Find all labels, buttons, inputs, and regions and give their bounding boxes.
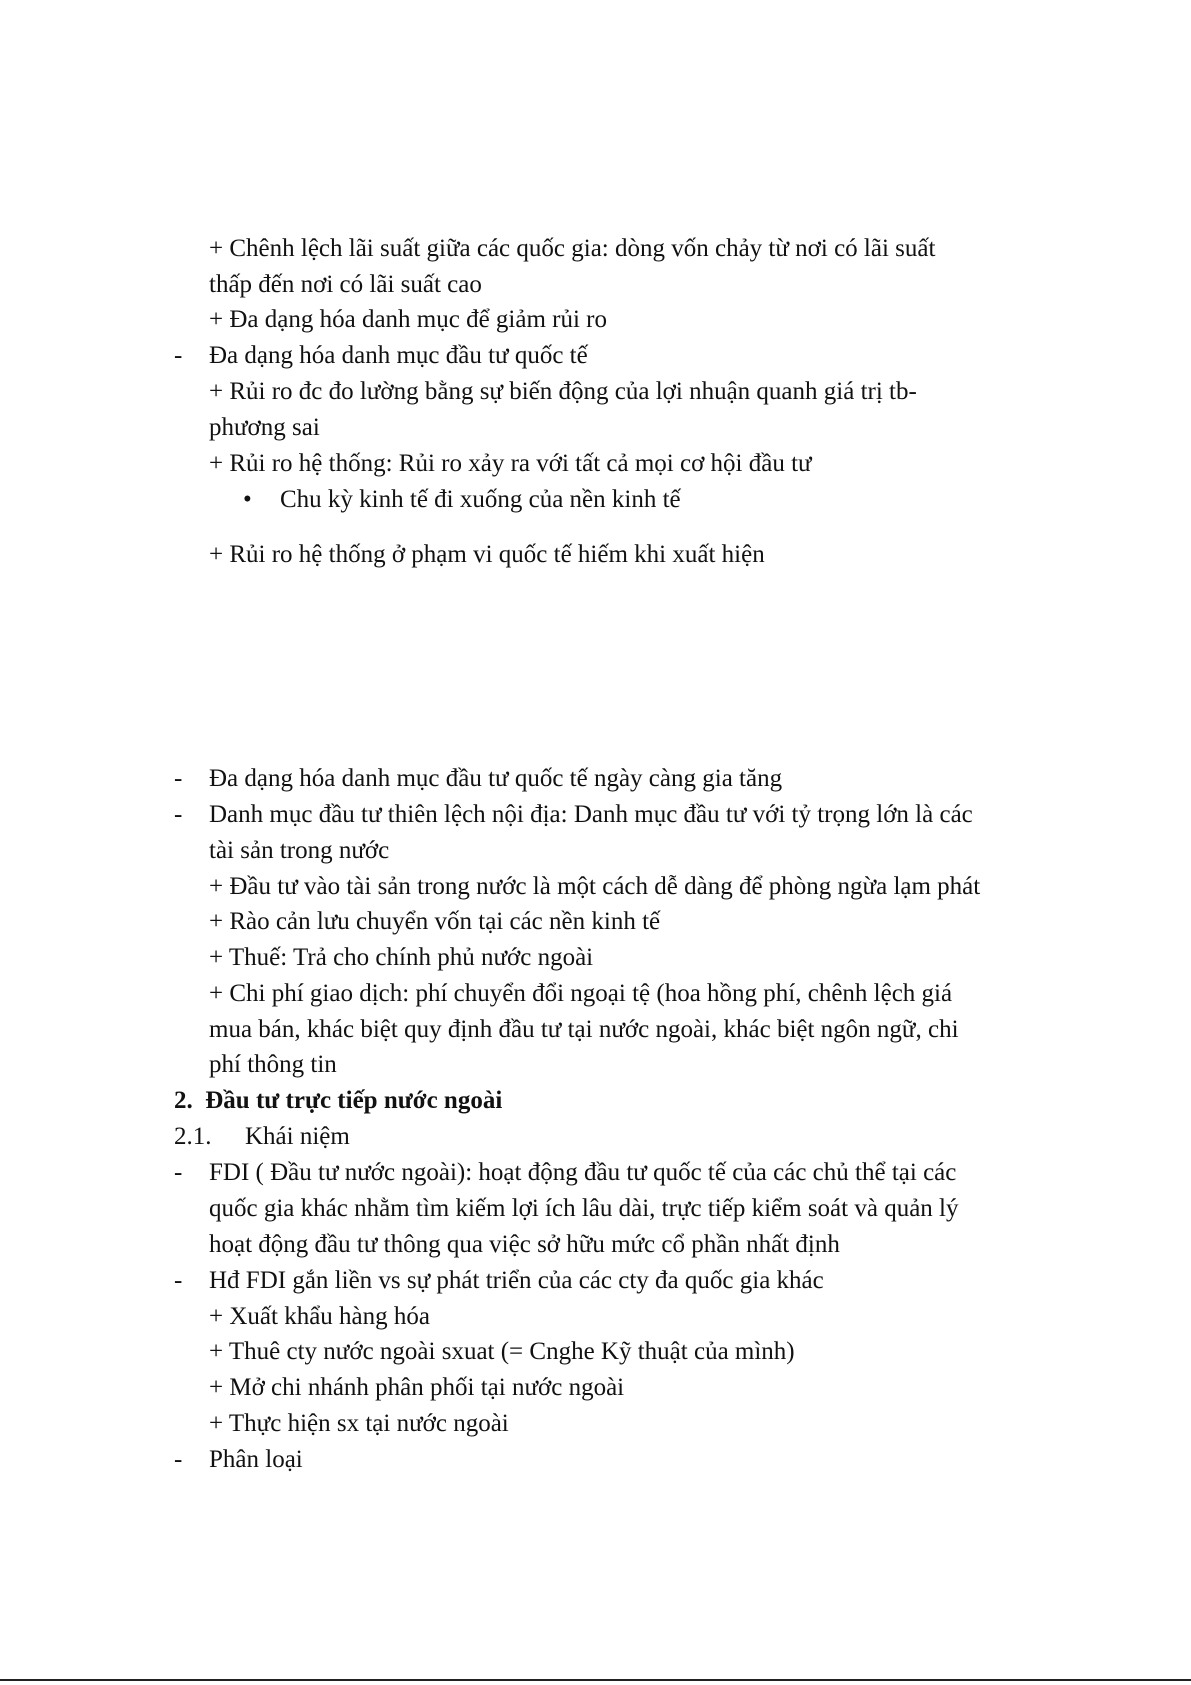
text-line: thấp đến nơi có lãi suất cao (209, 271, 482, 298)
section-heading: 2. Đầu tư trực tiếp nước ngoài (174, 1087, 503, 1114)
dash-marker: - (174, 1446, 183, 1473)
text-line: + Đa dạng hóa danh mục để giảm rủi ro (209, 306, 608, 333)
text-line: + Thực hiện sx tại nước ngoài (209, 1410, 509, 1437)
page-bottom-divider (0, 1679, 1191, 1681)
text-line: phương sai (209, 414, 320, 441)
dash-marker: - (174, 1267, 183, 1294)
text-line: mua bán, khác biệt quy định đầu tư tại nước ngoài, khác biệt ngôn ngữ, chi (209, 1016, 959, 1043)
dash-marker: - (174, 801, 183, 828)
text-line: + Chi phí giao dịch: phí chuyển đổi ngoại tệ (hoa hồng phí, chênh lệch giá (209, 980, 953, 1007)
text-line: + Xuất khẩu hàng hóa (209, 1303, 430, 1330)
text-line: FDI ( Đầu tư nước ngoài): hoạt động đầu tư quốc tế của các chủ thể tại các (209, 1159, 957, 1186)
text-line: phí thông tin (209, 1051, 337, 1078)
text-line: Đa dạng hóa danh mục đầu tư quốc tế (209, 342, 588, 369)
text-line: + Rủi ro hệ thống: Rủi ro xảy ra với tất cả mọi cơ hội đầu tư (209, 450, 812, 477)
text-line: Danh mục đầu tư thiên lệch nội địa: Danh mục đầu tư với tỷ trọng lớn là các (209, 801, 973, 828)
text-line: + Thuê cty nước ngoài sxuat (= Cnghe Kỹ thuật của mình) (209, 1338, 795, 1365)
subsection-title: Khái niệm (245, 1123, 350, 1150)
bullet-marker: • (243, 486, 252, 513)
text-line: Chu kỳ kinh tế đi xuống của nền kinh tế (280, 486, 681, 513)
dash-marker: - (174, 1159, 183, 1186)
text-line: + Đầu tư vào tài sản trong nước là một cách dễ dàng để phòng ngừa lạm phát (209, 873, 981, 900)
subsection-number: 2.1. (174, 1123, 212, 1150)
text-line: + Thuế: Trả cho chính phủ nước ngoài (209, 944, 594, 971)
dash-marker: - (174, 765, 183, 792)
text-line: Đa dạng hóa danh mục đầu tư quốc tế ngày càng gia tăng (209, 765, 783, 792)
text-line: Phân loại (209, 1446, 303, 1473)
text-line: + Rủi ro hệ thống ở phạm vi quốc tế hiếm khi xuất hiện (209, 541, 765, 568)
text-line: quốc gia khác nhằm tìm kiếm lợi ích lâu dài, trực tiếp kiểm soát và quản lý (209, 1195, 959, 1222)
text-line: + Mở chi nhánh phân phối tại nước ngoài (209, 1374, 625, 1401)
text-line: hoạt động đầu tư thông qua việc sở hữu mức cổ phần nhất định (209, 1231, 840, 1258)
text-line: + Rào cản lưu chuyển vốn tại các nền kinh tế (209, 908, 661, 935)
text-line: Hđ FDI gắn liền vs sự phát triển của các cty đa quốc gia khác (209, 1267, 824, 1294)
dash-marker: - (174, 342, 183, 369)
text-line: + Rủi ro đc đo lường bằng sự biến động của lợi nhuận quanh giá trị tb- (209, 378, 917, 405)
text-line: + Chênh lệch lãi suất giữa các quốc gia: dòng vốn chảy từ nơi có lãi suất (209, 235, 936, 262)
text-line: tài sản trong nước (209, 837, 390, 864)
